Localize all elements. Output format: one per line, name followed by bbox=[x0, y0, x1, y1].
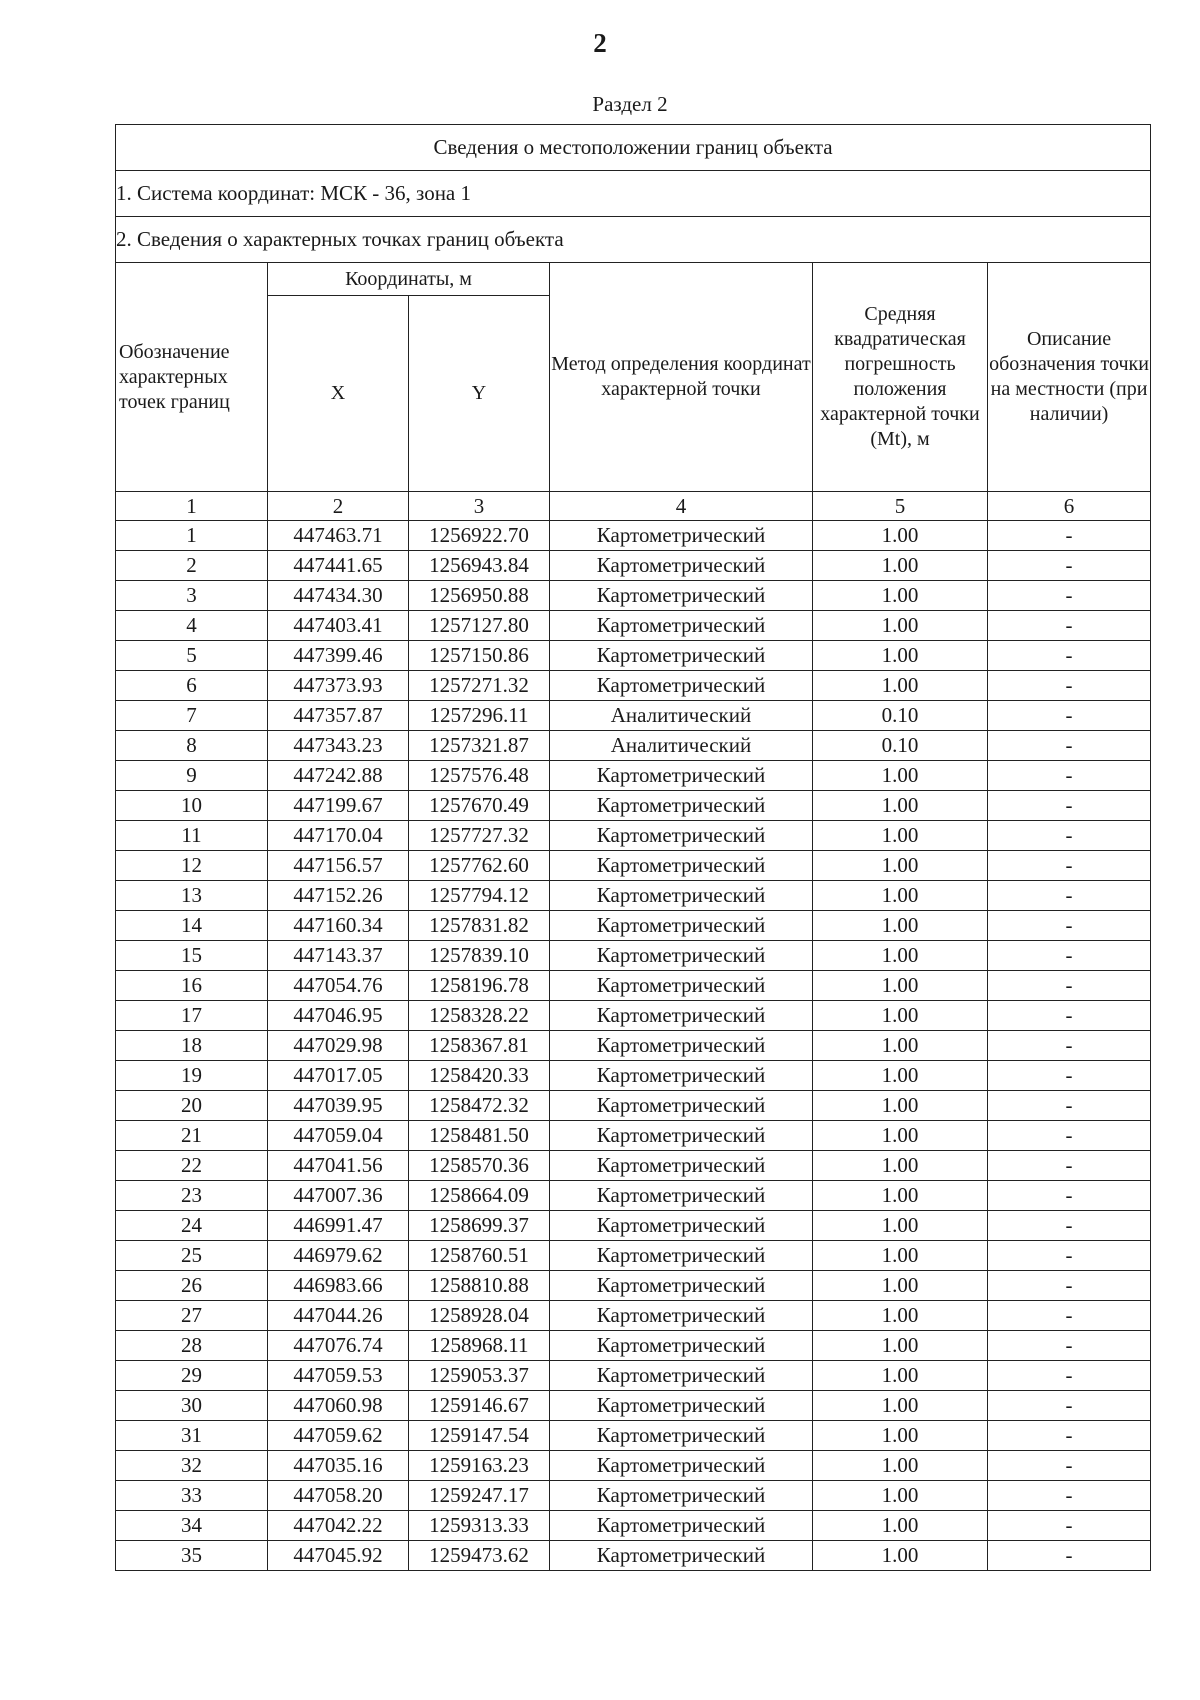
x-cell: 447373.93 bbox=[268, 671, 409, 701]
column-number: 4 bbox=[550, 492, 813, 521]
point-cell: 14 bbox=[116, 911, 268, 941]
y-cell: 1258699.37 bbox=[409, 1211, 550, 1241]
description-cell: - bbox=[988, 551, 1151, 581]
column-number: 1 bbox=[116, 492, 268, 521]
table-row bbox=[116, 641, 1151, 671]
y-cell: 1256950.88 bbox=[409, 581, 550, 611]
error-cell: 1.00 bbox=[813, 1541, 988, 1571]
table-row bbox=[116, 731, 1151, 761]
point-cell: 8 bbox=[116, 731, 268, 761]
error-cell: 1.00 bbox=[813, 1031, 988, 1061]
description-cell: - bbox=[988, 1241, 1151, 1271]
x-cell: 446983.66 bbox=[268, 1271, 409, 1301]
column-number: 5 bbox=[813, 492, 988, 521]
table-row bbox=[116, 1151, 1151, 1181]
table-row bbox=[116, 1481, 1151, 1511]
error-cell: 1.00 bbox=[813, 971, 988, 1001]
error-cell: 0.10 bbox=[813, 731, 988, 761]
description-cell: - bbox=[988, 1121, 1151, 1151]
method-cell: Картометрический bbox=[550, 1061, 813, 1091]
column-header-row bbox=[116, 263, 1151, 296]
y-cell: 1257831.82 bbox=[409, 911, 550, 941]
y-cell: 1257839.10 bbox=[409, 941, 550, 971]
col-header-error: Средняя квадратическая погрешность положения характерной точки (Mt), м bbox=[813, 263, 988, 492]
error-cell: 1.00 bbox=[813, 791, 988, 821]
y-cell: 1259053.37 bbox=[409, 1361, 550, 1391]
method-cell: Картометрический bbox=[550, 1211, 813, 1241]
table-row bbox=[116, 1091, 1151, 1121]
x-cell: 447399.46 bbox=[268, 641, 409, 671]
point-cell: 15 bbox=[116, 941, 268, 971]
method-cell: Картометрический bbox=[550, 1151, 813, 1181]
description-cell: - bbox=[988, 1481, 1151, 1511]
table-row bbox=[116, 761, 1151, 791]
point-cell: 19 bbox=[116, 1061, 268, 1091]
x-cell: 447007.36 bbox=[268, 1181, 409, 1211]
method-cell: Картометрический bbox=[550, 521, 813, 551]
description-cell: - bbox=[988, 941, 1151, 971]
description-cell: - bbox=[988, 851, 1151, 881]
method-cell: Картометрический bbox=[550, 641, 813, 671]
point-cell: 24 bbox=[116, 1211, 268, 1241]
x-cell: 447042.22 bbox=[268, 1511, 409, 1541]
table-row bbox=[116, 1301, 1151, 1331]
x-cell: 447199.67 bbox=[268, 791, 409, 821]
y-cell: 1257762.60 bbox=[409, 851, 550, 881]
table-row bbox=[116, 1361, 1151, 1391]
table-title: Сведения о местоположении границ объекта bbox=[116, 125, 1151, 171]
error-cell: 1.00 bbox=[813, 1331, 988, 1361]
method-cell: Картометрический bbox=[550, 1481, 813, 1511]
x-cell: 447143.37 bbox=[268, 941, 409, 971]
y-cell: 1258472.32 bbox=[409, 1091, 550, 1121]
y-cell: 1258570.36 bbox=[409, 1151, 550, 1181]
description-cell: - bbox=[988, 671, 1151, 701]
table-row bbox=[116, 1061, 1151, 1091]
col-header-y: Y bbox=[409, 296, 550, 492]
table-row bbox=[116, 971, 1151, 1001]
point-cell: 4 bbox=[116, 611, 268, 641]
point-cell: 23 bbox=[116, 1181, 268, 1211]
x-cell: 447058.20 bbox=[268, 1481, 409, 1511]
table-row bbox=[116, 1241, 1151, 1271]
error-cell: 1.00 bbox=[813, 1361, 988, 1391]
y-cell: 1258968.11 bbox=[409, 1331, 550, 1361]
error-cell: 1.00 bbox=[813, 941, 988, 971]
point-cell: 10 bbox=[116, 791, 268, 821]
x-cell: 447242.88 bbox=[268, 761, 409, 791]
error-cell: 1.00 bbox=[813, 1061, 988, 1091]
y-cell: 1258760.51 bbox=[409, 1241, 550, 1271]
point-cell: 28 bbox=[116, 1331, 268, 1361]
method-cell: Картометрический bbox=[550, 941, 813, 971]
error-cell: 1.00 bbox=[813, 1421, 988, 1451]
table-row bbox=[116, 1391, 1151, 1421]
table-row bbox=[116, 1511, 1151, 1541]
y-cell: 1259163.23 bbox=[409, 1451, 550, 1481]
method-cell: Картометрический bbox=[550, 791, 813, 821]
table-row bbox=[116, 1541, 1151, 1571]
y-cell: 1258810.88 bbox=[409, 1271, 550, 1301]
error-cell: 1.00 bbox=[813, 641, 988, 671]
x-cell: 447045.92 bbox=[268, 1541, 409, 1571]
error-cell: 1.00 bbox=[813, 551, 988, 581]
error-cell: 1.00 bbox=[813, 1481, 988, 1511]
error-cell: 1.00 bbox=[813, 1271, 988, 1301]
description-cell: - bbox=[988, 791, 1151, 821]
method-cell: Картометрический bbox=[550, 761, 813, 791]
x-cell: 447357.87 bbox=[268, 701, 409, 731]
point-cell: 32 bbox=[116, 1451, 268, 1481]
description-cell: - bbox=[988, 821, 1151, 851]
boundary-points-table bbox=[115, 124, 1151, 1571]
error-cell: 1.00 bbox=[813, 1121, 988, 1151]
point-cell: 2 bbox=[116, 551, 268, 581]
table-row bbox=[116, 941, 1151, 971]
method-cell: Картометрический bbox=[550, 821, 813, 851]
method-cell: Картометрический bbox=[550, 1331, 813, 1361]
description-cell: - bbox=[988, 1421, 1151, 1451]
method-cell: Картометрический bbox=[550, 1391, 813, 1421]
point-cell: 16 bbox=[116, 971, 268, 1001]
point-cell: 9 bbox=[116, 761, 268, 791]
error-cell: 1.00 bbox=[813, 1001, 988, 1031]
x-cell: 447059.04 bbox=[268, 1121, 409, 1151]
x-cell: 447343.23 bbox=[268, 731, 409, 761]
description-cell: - bbox=[988, 1301, 1151, 1331]
y-cell: 1257670.49 bbox=[409, 791, 550, 821]
description-cell: - bbox=[988, 971, 1151, 1001]
description-cell: - bbox=[988, 1031, 1151, 1061]
description-cell: - bbox=[988, 1151, 1151, 1181]
method-cell: Картометрический bbox=[550, 1271, 813, 1301]
column-number-row bbox=[116, 492, 1151, 521]
error-cell: 1.00 bbox=[813, 1511, 988, 1541]
error-cell: 1.00 bbox=[813, 1301, 988, 1331]
error-cell: 1.00 bbox=[813, 881, 988, 911]
table-row bbox=[116, 1451, 1151, 1481]
y-cell: 1257727.32 bbox=[409, 821, 550, 851]
points-header-row bbox=[116, 217, 1151, 263]
table-row bbox=[116, 611, 1151, 641]
x-cell: 447152.26 bbox=[268, 881, 409, 911]
y-cell: 1259313.33 bbox=[409, 1511, 550, 1541]
method-cell: Картометрический bbox=[550, 1121, 813, 1151]
description-cell: - bbox=[988, 1541, 1151, 1571]
x-cell: 447441.65 bbox=[268, 551, 409, 581]
error-cell: 1.00 bbox=[813, 1241, 988, 1271]
col-header-method: Метод определения координат характерной точки bbox=[550, 263, 813, 492]
error-cell: 1.00 bbox=[813, 1091, 988, 1121]
point-cell: 21 bbox=[116, 1121, 268, 1151]
x-cell: 446979.62 bbox=[268, 1241, 409, 1271]
y-cell: 1257321.87 bbox=[409, 731, 550, 761]
point-cell: 7 bbox=[116, 701, 268, 731]
error-cell: 1.00 bbox=[813, 1181, 988, 1211]
x-cell: 447076.74 bbox=[268, 1331, 409, 1361]
description-cell: - bbox=[988, 911, 1151, 941]
y-cell: 1257296.11 bbox=[409, 701, 550, 731]
section-title: Раздел 2 bbox=[592, 92, 668, 116]
x-cell: 447059.62 bbox=[268, 1421, 409, 1451]
error-cell: 1.00 bbox=[813, 611, 988, 641]
x-cell: 446991.47 bbox=[268, 1211, 409, 1241]
x-cell: 447035.16 bbox=[268, 1451, 409, 1481]
coordinate-system-row bbox=[116, 171, 1151, 217]
error-cell: 1.00 bbox=[813, 851, 988, 881]
y-cell: 1259147.54 bbox=[409, 1421, 550, 1451]
table-row bbox=[116, 851, 1151, 881]
y-cell: 1258328.22 bbox=[409, 1001, 550, 1031]
table-title-row bbox=[116, 125, 1151, 171]
table-row bbox=[116, 551, 1151, 581]
table-row bbox=[116, 821, 1151, 851]
point-cell: 11 bbox=[116, 821, 268, 851]
point-cell: 27 bbox=[116, 1301, 268, 1331]
description-cell: - bbox=[988, 1391, 1151, 1421]
point-cell: 35 bbox=[116, 1541, 268, 1571]
method-cell: Картометрический bbox=[550, 1301, 813, 1331]
point-cell: 30 bbox=[116, 1391, 268, 1421]
col-header-x: X bbox=[268, 296, 409, 492]
method-cell: Картометрический bbox=[550, 611, 813, 641]
x-cell: 447029.98 bbox=[268, 1031, 409, 1061]
y-cell: 1258420.33 bbox=[409, 1061, 550, 1091]
table-row bbox=[116, 791, 1151, 821]
description-cell: - bbox=[988, 701, 1151, 731]
description-cell: - bbox=[988, 1211, 1151, 1241]
point-cell: 3 bbox=[116, 581, 268, 611]
point-cell: 13 bbox=[116, 881, 268, 911]
method-cell: Картометрический bbox=[550, 1511, 813, 1541]
table-row bbox=[116, 1031, 1151, 1061]
error-cell: 1.00 bbox=[813, 1211, 988, 1241]
method-cell: Аналитический bbox=[550, 731, 813, 761]
method-cell: Картометрический bbox=[550, 1241, 813, 1271]
error-cell: 1.00 bbox=[813, 761, 988, 791]
point-cell: 26 bbox=[116, 1271, 268, 1301]
y-cell: 1258196.78 bbox=[409, 971, 550, 1001]
point-cell: 5 bbox=[116, 641, 268, 671]
description-cell: - bbox=[988, 1361, 1151, 1391]
y-cell: 1257794.12 bbox=[409, 881, 550, 911]
col-header-coordinates: Координаты, м bbox=[268, 263, 550, 296]
error-cell: 1.00 bbox=[813, 521, 988, 551]
method-cell: Картометрический bbox=[550, 851, 813, 881]
column-number: 6 bbox=[988, 492, 1151, 521]
table-row bbox=[116, 521, 1151, 551]
method-cell: Картометрический bbox=[550, 1001, 813, 1031]
y-cell: 1259473.62 bbox=[409, 1541, 550, 1571]
method-cell: Картометрический bbox=[550, 1031, 813, 1061]
description-cell: - bbox=[988, 641, 1151, 671]
description-cell: - bbox=[988, 761, 1151, 791]
y-cell: 1258928.04 bbox=[409, 1301, 550, 1331]
x-cell: 447160.34 bbox=[268, 911, 409, 941]
y-cell: 1258367.81 bbox=[409, 1031, 550, 1061]
error-cell: 1.00 bbox=[813, 671, 988, 701]
y-cell: 1257271.32 bbox=[409, 671, 550, 701]
method-cell: Картометрический bbox=[550, 1541, 813, 1571]
description-cell: - bbox=[988, 1181, 1151, 1211]
point-cell: 20 bbox=[116, 1091, 268, 1121]
table-row bbox=[116, 1331, 1151, 1361]
x-cell: 447403.41 bbox=[268, 611, 409, 641]
y-cell: 1258481.50 bbox=[409, 1121, 550, 1151]
method-cell: Аналитический bbox=[550, 701, 813, 731]
method-cell: Картометрический bbox=[550, 911, 813, 941]
col-header-point-designation: Обозначение характерных точек границ bbox=[116, 263, 268, 492]
method-cell: Картометрический bbox=[550, 1091, 813, 1121]
error-cell: 1.00 bbox=[813, 581, 988, 611]
x-cell: 447041.56 bbox=[268, 1151, 409, 1181]
point-cell: 33 bbox=[116, 1481, 268, 1511]
point-cell: 1 bbox=[116, 521, 268, 551]
description-cell: - bbox=[988, 1001, 1151, 1031]
error-cell: 1.00 bbox=[813, 821, 988, 851]
point-cell: 31 bbox=[116, 1421, 268, 1451]
column-number: 3 bbox=[409, 492, 550, 521]
x-cell: 447156.57 bbox=[268, 851, 409, 881]
x-cell: 447046.95 bbox=[268, 1001, 409, 1031]
point-cell: 6 bbox=[116, 671, 268, 701]
y-cell: 1256922.70 bbox=[409, 521, 550, 551]
description-cell: - bbox=[988, 611, 1151, 641]
description-cell: - bbox=[988, 881, 1151, 911]
description-cell: - bbox=[988, 1271, 1151, 1301]
description-cell: - bbox=[988, 1091, 1151, 1121]
error-cell: 0.10 bbox=[813, 701, 988, 731]
table-row bbox=[116, 1211, 1151, 1241]
description-cell: - bbox=[988, 1451, 1151, 1481]
table-row bbox=[116, 1121, 1151, 1151]
y-cell: 1259146.67 bbox=[409, 1391, 550, 1421]
point-cell: 29 bbox=[116, 1361, 268, 1391]
method-cell: Картометрический bbox=[550, 581, 813, 611]
description-cell: - bbox=[988, 581, 1151, 611]
point-cell: 34 bbox=[116, 1511, 268, 1541]
x-cell: 447044.26 bbox=[268, 1301, 409, 1331]
table-row bbox=[116, 881, 1151, 911]
method-cell: Картометрический bbox=[550, 551, 813, 581]
point-cell: 25 bbox=[116, 1241, 268, 1271]
table-row bbox=[116, 701, 1151, 731]
method-cell: Картометрический bbox=[550, 881, 813, 911]
x-cell: 447054.76 bbox=[268, 971, 409, 1001]
point-cell: 22 bbox=[116, 1151, 268, 1181]
x-cell: 447463.71 bbox=[268, 521, 409, 551]
x-cell: 447017.05 bbox=[268, 1061, 409, 1091]
method-cell: Картометрический bbox=[550, 971, 813, 1001]
x-cell: 447060.98 bbox=[268, 1391, 409, 1421]
error-cell: 1.00 bbox=[813, 1451, 988, 1481]
point-cell: 17 bbox=[116, 1001, 268, 1031]
table-row bbox=[116, 1421, 1151, 1451]
method-cell: Картометрический bbox=[550, 671, 813, 701]
description-cell: - bbox=[988, 1511, 1151, 1541]
table-row bbox=[116, 911, 1151, 941]
description-cell: - bbox=[988, 1061, 1151, 1091]
y-cell: 1258664.09 bbox=[409, 1181, 550, 1211]
x-cell: 447039.95 bbox=[268, 1091, 409, 1121]
description-cell: - bbox=[988, 731, 1151, 761]
x-cell: 447059.53 bbox=[268, 1361, 409, 1391]
y-cell: 1257576.48 bbox=[409, 761, 550, 791]
y-cell: 1256943.84 bbox=[409, 551, 550, 581]
error-cell: 1.00 bbox=[813, 1151, 988, 1181]
x-cell: 447170.04 bbox=[268, 821, 409, 851]
table-row bbox=[116, 581, 1151, 611]
method-cell: Картометрический bbox=[550, 1451, 813, 1481]
x-cell: 447434.30 bbox=[268, 581, 409, 611]
table-row bbox=[116, 1181, 1151, 1211]
y-cell: 1259247.17 bbox=[409, 1481, 550, 1511]
table-row bbox=[116, 1271, 1151, 1301]
y-cell: 1257127.80 bbox=[409, 611, 550, 641]
y-cell: 1257150.86 bbox=[409, 641, 550, 671]
description-cell: - bbox=[988, 1331, 1151, 1361]
coordinate-system: 1. Система координат: МСК - 36, зона 1 bbox=[116, 171, 1151, 217]
column-number: 2 bbox=[268, 492, 409, 521]
error-cell: 1.00 bbox=[813, 1391, 988, 1421]
col-header-description: Описание обозначения точки на местности (при наличии) bbox=[988, 263, 1151, 492]
point-cell: 12 bbox=[116, 851, 268, 881]
method-cell: Картометрический bbox=[550, 1421, 813, 1451]
point-cell: 18 bbox=[116, 1031, 268, 1061]
description-cell: - bbox=[988, 521, 1151, 551]
table-row bbox=[116, 671, 1151, 701]
method-cell: Картометрический bbox=[550, 1361, 813, 1391]
error-cell: 1.00 bbox=[813, 911, 988, 941]
table-row bbox=[116, 1001, 1151, 1031]
page-number: 2 bbox=[593, 28, 607, 58]
points-header: 2. Сведения о характерных точках границ объекта bbox=[116, 217, 1151, 263]
method-cell: Картометрический bbox=[550, 1181, 813, 1211]
